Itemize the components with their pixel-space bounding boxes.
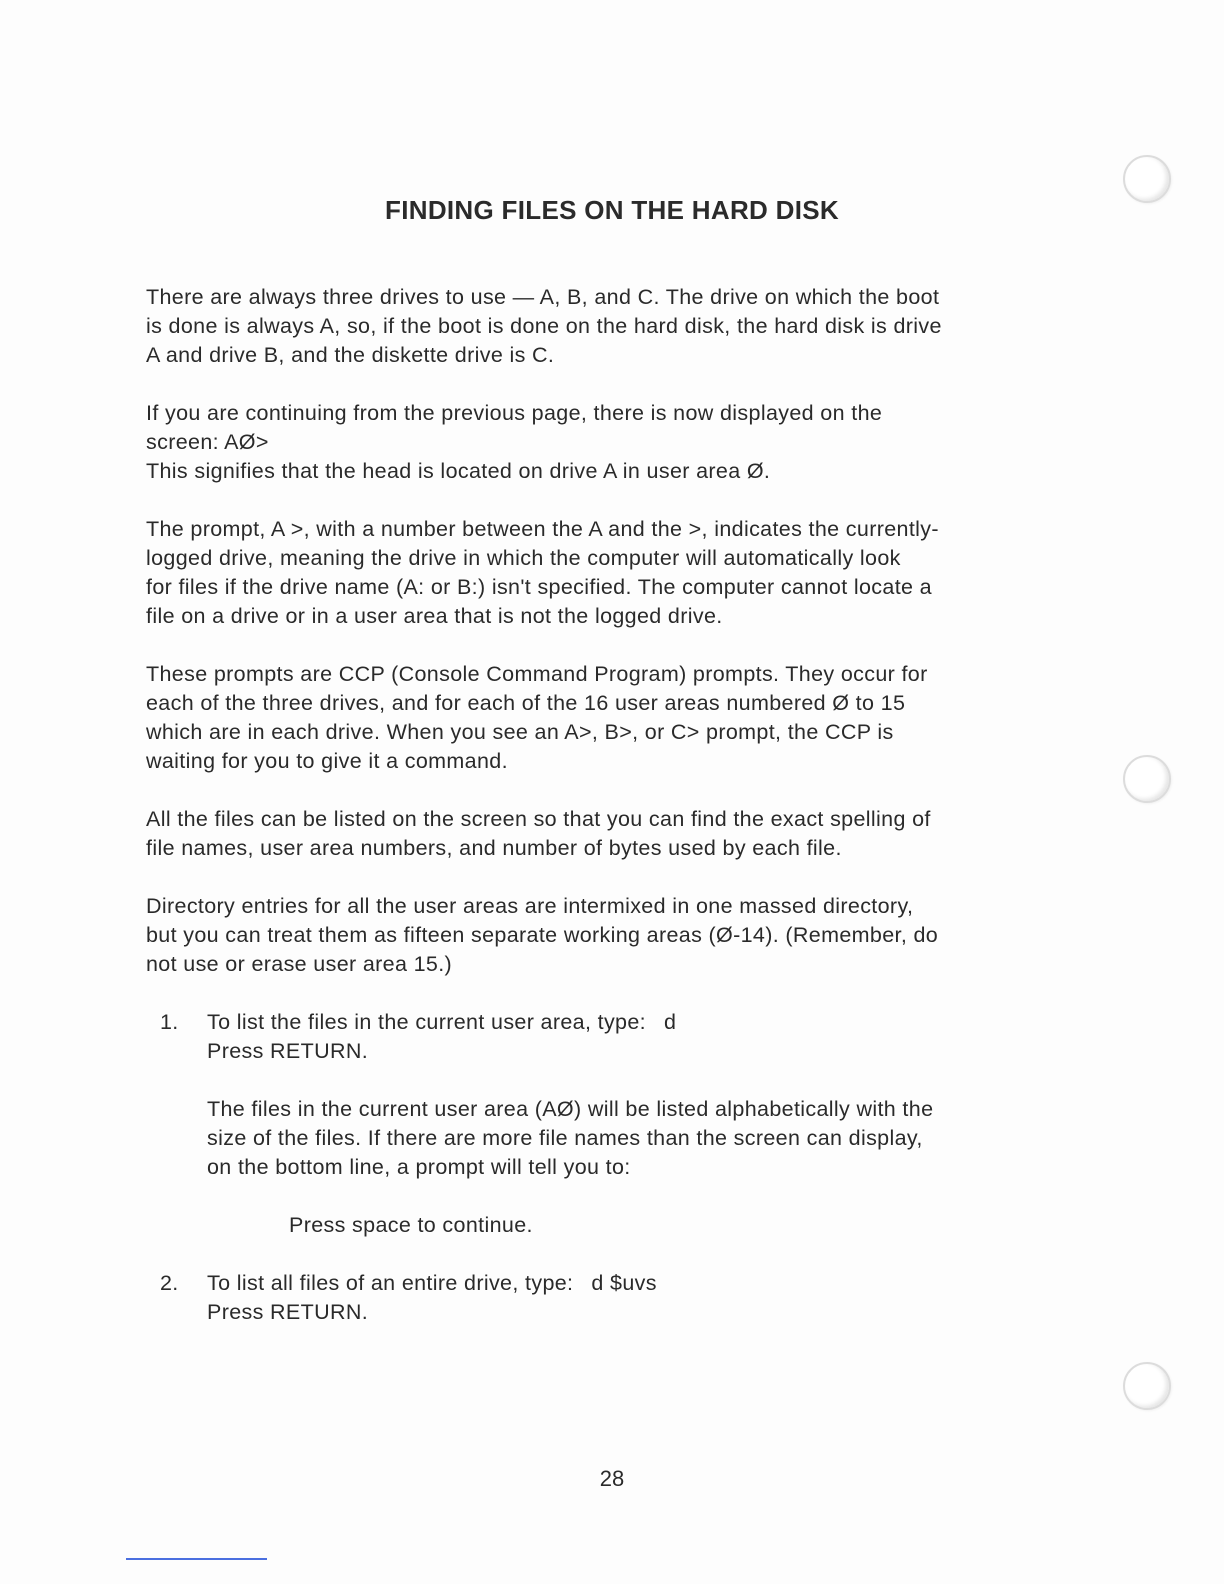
text-line: on the bottom line, a prompt will tell you to:: [207, 1155, 631, 1179]
text-line: for files if the drive name (A: or B:) isn't specified. The computer cannot locate a: [146, 575, 932, 599]
text-line: file on a drive or in a user area that is not the logged drive.: [146, 604, 723, 628]
page-title: FINDING FILES ON THE HARD DISK: [385, 195, 839, 225]
detail-paragraph: [207, 1095, 1082, 1182]
binder-hole-bottom: [1123, 1362, 1171, 1410]
text-line: A and drive B, and the diskette drive is C.: [146, 343, 555, 367]
press-return-text: Press RETURN.: [207, 1039, 369, 1063]
text-line: There are always three drives to use — A, B, and C. The drive on which the boot: [146, 285, 940, 309]
text-line: file names, user area numbers, and number of bytes used by each file.: [146, 836, 842, 860]
paragraph-logged-drive: [146, 515, 1082, 631]
page-number: 28: [599, 1466, 625, 1491]
paragraph-prompt-display: [146, 399, 1082, 486]
command-text: d: [664, 1010, 677, 1034]
text-line: each of the three drives, and for each of the 16 user areas numbered Ø to 15: [146, 691, 906, 715]
text-line: which are in each drive. When you see an A>, B>, or C> prompt, the CCP is: [146, 720, 894, 744]
text-line: not use or erase user area 15.): [146, 952, 453, 976]
paragraph-drives: [146, 283, 1082, 370]
paragraph-listing: [146, 805, 1082, 863]
list-item-current-area: [146, 1008, 1082, 1240]
instruction: [207, 1269, 1082, 1327]
text-line: These prompts are CCP (Console Command Program) prompts. They occur for: [146, 662, 928, 686]
instruction-line: [207, 1008, 1082, 1037]
text-line: screen: AØ>: [146, 430, 269, 454]
prompt-note: Press space to continue.: [289, 1213, 533, 1237]
text-line: is done is always A, so, if the boot is done on the hard disk, the hard disk is drive: [146, 314, 942, 338]
text-line: This signifies that the head is located on drive A in user area Ø.: [146, 459, 771, 483]
footer-rule: [126, 1558, 267, 1560]
text-line: size of the files. If there are more file names than the screen can display,: [207, 1126, 923, 1150]
text-line: The prompt, A >, with a number between the A and the >, indicates the currently-: [146, 517, 939, 541]
text-line: logged drive, meaning the drive in which the computer will automatically look: [146, 546, 901, 570]
text-line: All the files can be listed on the screen so that you can find the exact spelling of: [146, 807, 931, 831]
paragraph-directory: [146, 892, 1082, 979]
instruction-text: To list the files in the current user area, type:: [207, 1010, 646, 1034]
list-item-entire-drive: [146, 1269, 1082, 1327]
instruction: [207, 1008, 1082, 1066]
list-item-number: 2.: [160, 1271, 179, 1295]
press-return-text: Press RETURN.: [207, 1300, 369, 1324]
body-text: [146, 283, 1082, 1356]
text-line: If you are continuing from the previous page, there is now displayed on the: [146, 401, 883, 425]
text-line: but you can treat them as fifteen separate working areas (Ø-14). (Remember, do: [146, 923, 939, 947]
instruction-line: [207, 1269, 1082, 1298]
binder-hole-middle: [1123, 755, 1171, 803]
text-line: Directory entries for all the user areas are intermixed in one massed directory,: [146, 894, 914, 918]
list-item-number: 1.: [160, 1010, 179, 1034]
command-text: d $uvs: [591, 1271, 657, 1295]
instruction-text: To list all files of an entire drive, type:: [207, 1271, 574, 1295]
paragraph-ccp-prompts: [146, 660, 1082, 776]
text-line: waiting for you to give it a command.: [146, 749, 508, 773]
text-line: The files in the current user area (AØ) will be listed alphabetically with the: [207, 1097, 934, 1121]
